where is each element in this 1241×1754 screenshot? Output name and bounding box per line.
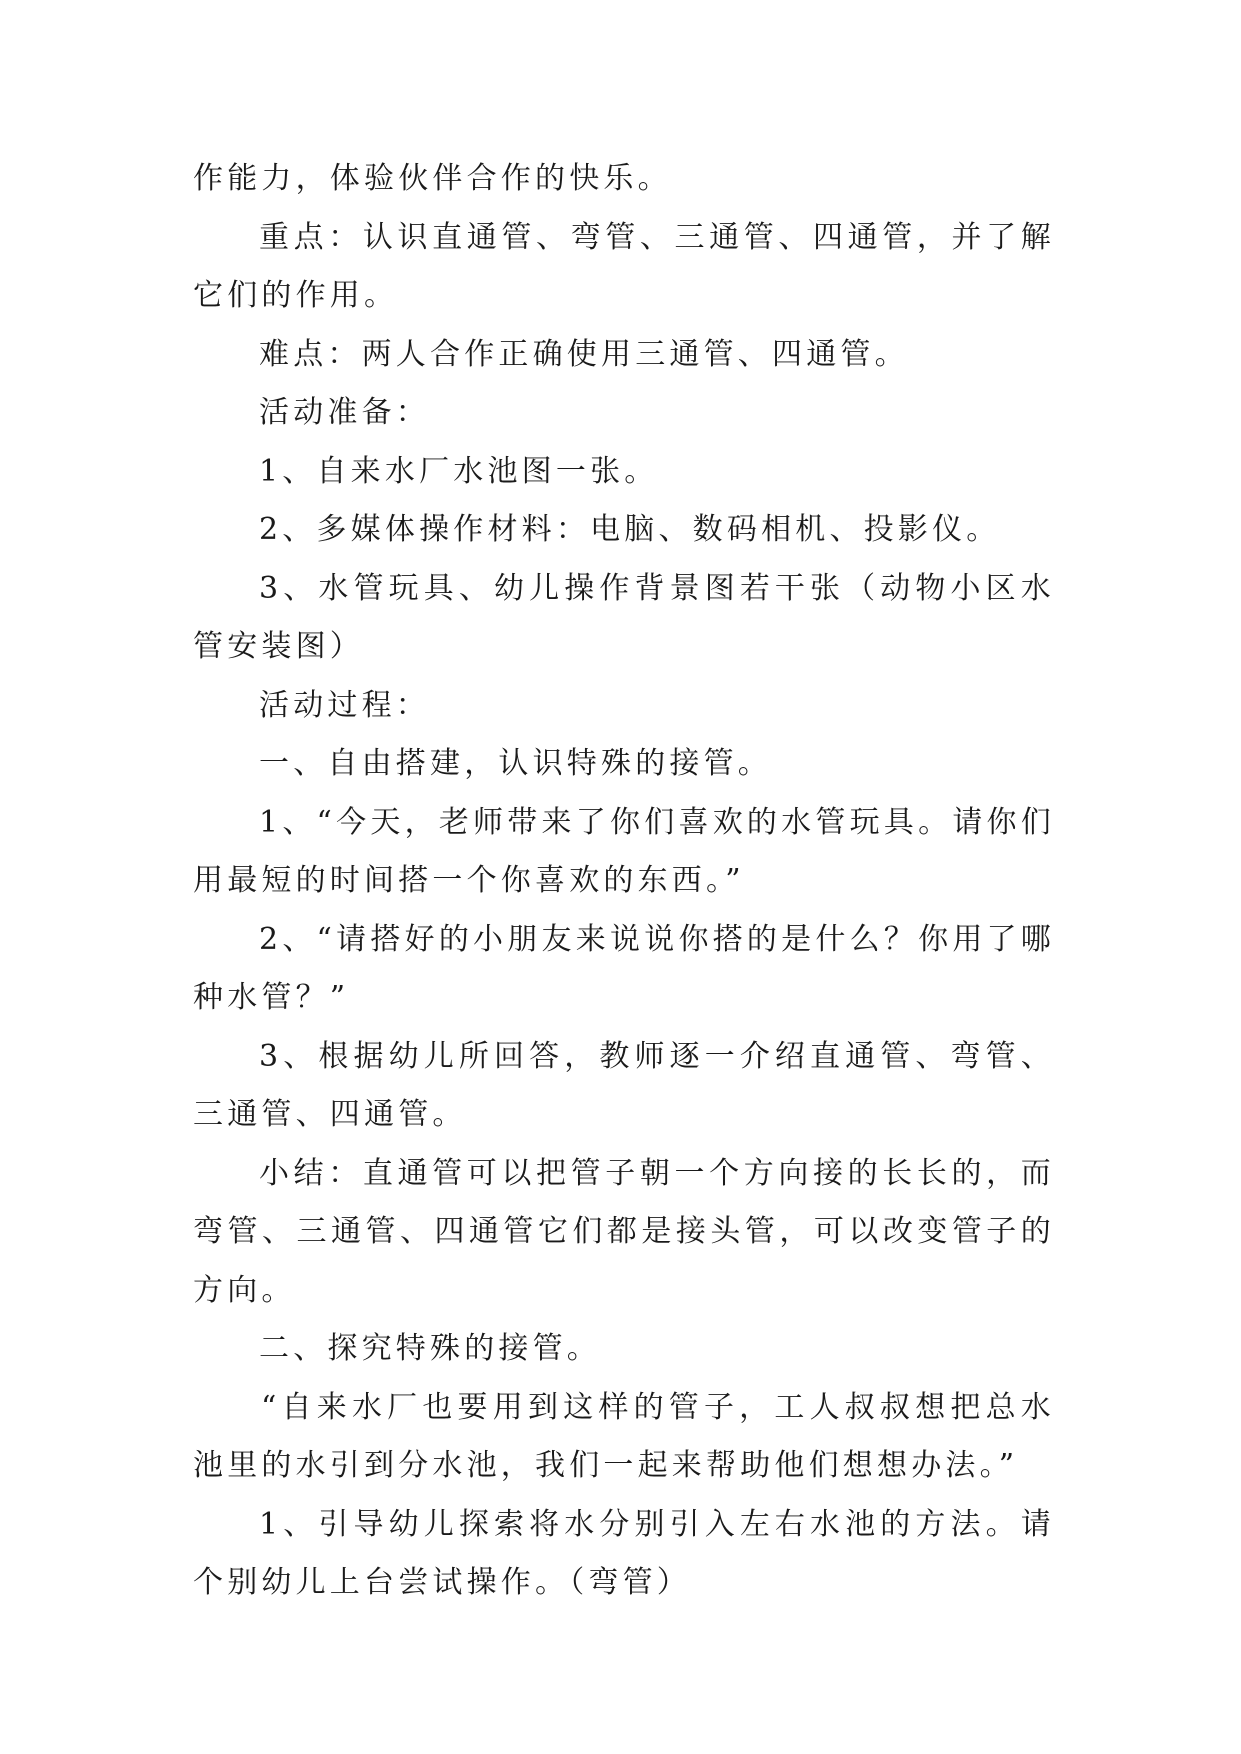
list-item-process-1: 1、“今天，老师带来了你们喜欢的水管玩具。请你们用最短的时间搭一个你喜欢的东西。” (193, 804, 1055, 898)
list-item-preparation-1: 1、自来水厂水池图一张。 (259, 453, 659, 489)
paragraph-quote: “自来水厂也要用到这样的管子，工人叔叔想把总水池里的水引到分水池，我们一起来帮助他们想想办法。” (193, 1389, 1055, 1483)
paragraph-continuation: 作能力，体验伙伴合作的快乐。 (193, 161, 672, 196)
heading-activity-process: 活动过程： (259, 687, 430, 723)
list-item-process-3: 3、根据幼儿所回答，教师逐一介绍直通管、弯管、三通管、四通管。 (193, 1038, 1055, 1132)
paragraph-difficulty: 难点：两人合作正确使用三通管、四通管。 (259, 336, 909, 372)
section-heading-2: 二、探究特殊的接管。 (259, 1331, 601, 1366)
paragraph-key-points: 重点：认识直通管、弯管、三通管、四通管，并了解它们的作用。 (193, 219, 1055, 313)
heading-activity-preparation: 活动准备： (259, 395, 430, 430)
list-item-preparation-2: 2、多媒体操作材料：电脑、数码相机、投影仪。 (259, 512, 1001, 547)
document-page (193, 150, 1055, 1613)
section-heading-1: 一、自由搭建，认识特殊的接管。 (259, 746, 772, 781)
list-item-process-2: 2、“请搭好的小朋友来说说你搭的是什么？你用了哪种水管？” (193, 921, 1055, 1015)
paragraph-summary: 小结：直通管可以把管子朝一个方向接的长长的，而弯管、三通管、四通管它们都是接头管，可以改变管子的方向。 (193, 1155, 1055, 1308)
list-item-explore-1: 1、引导幼儿探索将水分别引入左右水池的方法。请个别幼儿上台尝试操作。（弯管） (193, 1506, 1055, 1600)
list-item-preparation-3: 3、水管玩具、幼儿操作背景图若干张（动物小区水管安装图） (193, 570, 1055, 664)
